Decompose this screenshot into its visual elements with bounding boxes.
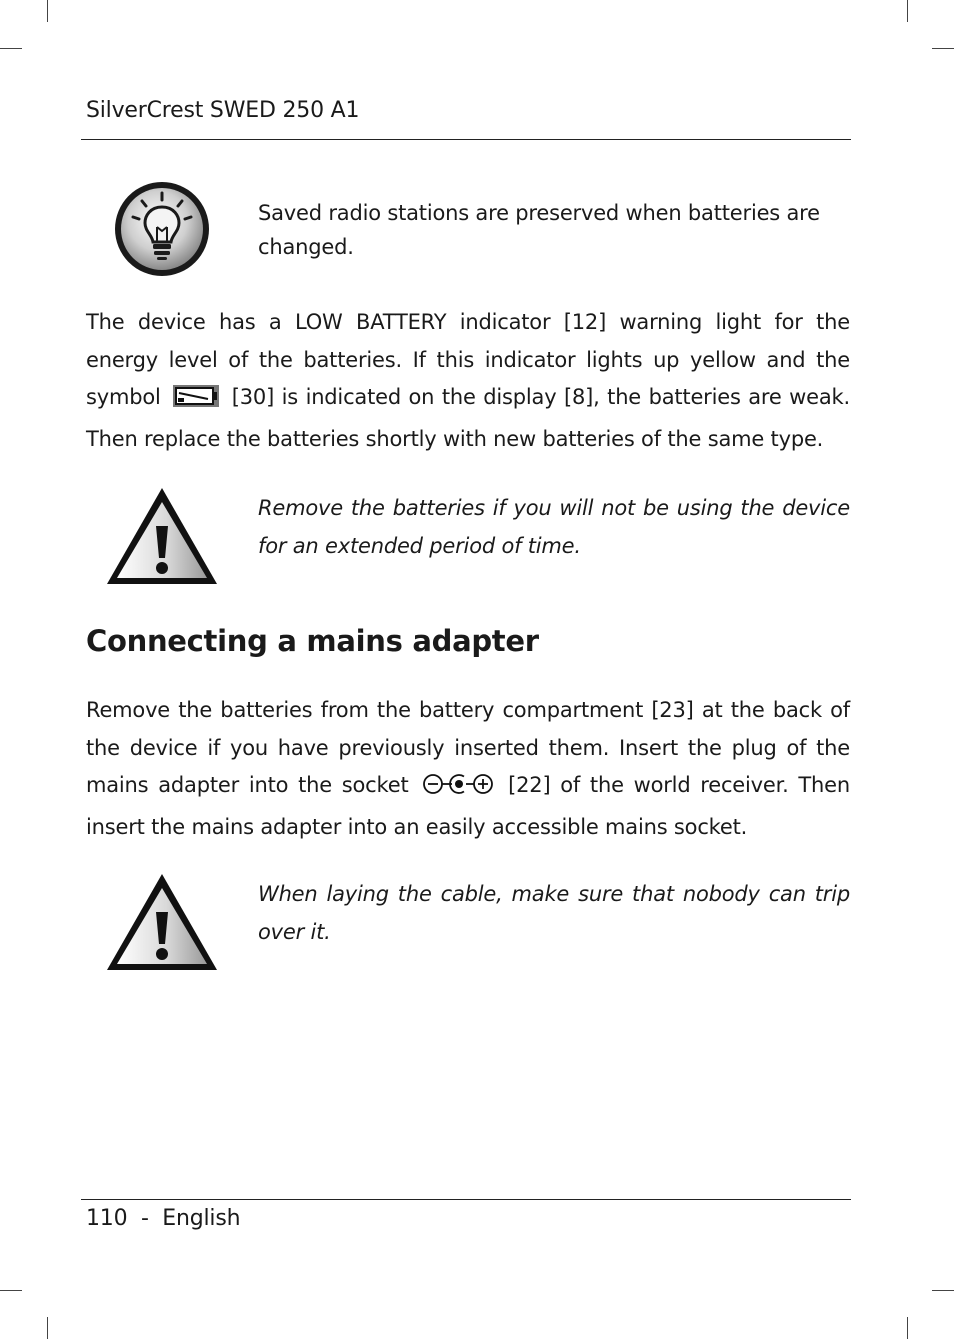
warning-note-1-text: Remove the batteries if you will not be using the device for an extended period of time. <box>258 496 850 558</box>
crop-mark <box>0 48 22 49</box>
crop-mark <box>907 0 908 22</box>
adapter-paragraph-text-end: [22] of the world receiver. Then insert the mains adapter into an easily accessible mains socket. <box>86 773 850 839</box>
page-header-title: SilverCrest SWED 250 A1 <box>86 98 360 123</box>
crop-mark <box>0 1290 22 1291</box>
warning-triangle-icon <box>105 872 219 976</box>
crop-mark <box>932 48 954 49</box>
battery-low-icon <box>172 383 220 421</box>
footer-rule <box>81 1199 851 1200</box>
battery-paragraph-text-end: [30] is indicated on the display [8], the batteries are weak. Then replace the batteries shortly with new batteries of the same type. <box>86 385 850 451</box>
adapter-paragraph <box>86 692 850 846</box>
warning-note-2-text: When laying the cable, make sure that nobody can trip over it. <box>258 882 850 944</box>
adapter-paragraph-text-start: Remove the batteries from the battery compartment [23] at the back of the device if you have previously inserted them. Insert the plug of the mains adapter into the socket <box>86 698 850 797</box>
lightbulb-icon <box>112 179 212 283</box>
page-number-footer: 110 - English <box>86 1206 241 1231</box>
crop-mark <box>907 1317 908 1339</box>
crop-mark <box>47 1317 48 1339</box>
header-rule <box>81 139 851 140</box>
battery-paragraph-text-start: The device has a LOW BATTERY indicator [12] warning light for the energy level of the batteries. If this indicator lights up yellow and the symbol <box>86 310 850 409</box>
battery-paragraph <box>86 304 850 458</box>
tip-note-text: Saved radio stations are preserved when batteries are changed. <box>258 201 820 259</box>
section-heading: Connecting a mains adapter <box>86 624 539 658</box>
warning-triangle-icon <box>105 486 219 590</box>
crop-mark <box>47 0 48 22</box>
polarity-icon <box>422 771 494 809</box>
crop-mark <box>932 1290 954 1291</box>
